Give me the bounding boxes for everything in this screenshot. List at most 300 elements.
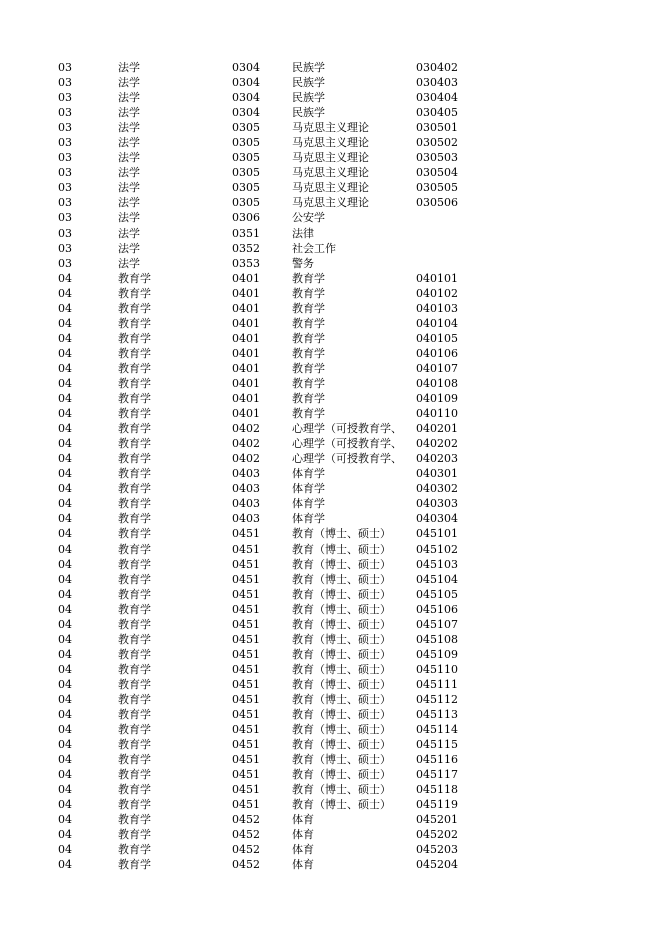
- discipline-code-cell: 0401: [232, 271, 260, 285]
- subject-code-cell: 045104: [416, 572, 458, 586]
- category-code-cell: 04: [58, 361, 72, 375]
- subject-code-cell: 045118: [416, 783, 458, 797]
- discipline-code-cell: 0351: [232, 226, 260, 240]
- category-code-cell: 03: [58, 226, 72, 240]
- discipline-name-cell: 教育（博士、硕士）: [292, 798, 391, 812]
- table-row: [0, 75, 662, 90]
- category-name-cell: 教育学: [118, 301, 151, 315]
- table-row: [0, 617, 662, 632]
- discipline-name-cell: 教育学: [292, 346, 325, 360]
- category-name-cell: 教育学: [118, 346, 151, 360]
- table-row: [0, 105, 662, 120]
- category-code-cell: 04: [58, 768, 72, 782]
- subject-code-cell: 040302: [416, 482, 458, 496]
- discipline-name-cell: 马克思主义理论: [292, 121, 369, 135]
- discipline-code-cell: 0452: [232, 828, 260, 842]
- category-code-cell: 03: [58, 241, 72, 255]
- discipline-name-cell: 教育（博士、硕士）: [292, 662, 391, 676]
- category-name-cell: 教育学: [118, 587, 151, 601]
- category-name-cell: 法学: [118, 211, 140, 225]
- category-name-cell: 教育学: [118, 798, 151, 812]
- category-name-cell: 教育学: [118, 602, 151, 616]
- discipline-code-cell: 0451: [232, 783, 260, 797]
- category-code-cell: 03: [58, 121, 72, 135]
- discipline-name-cell: 教育（博士、硕士）: [292, 557, 391, 571]
- category-name-cell: 教育学: [118, 527, 151, 541]
- category-code-cell: 04: [58, 708, 72, 722]
- table-row: [0, 301, 662, 316]
- category-name-cell: 教育学: [118, 452, 151, 466]
- table-row: [0, 90, 662, 105]
- category-name-cell: 教育学: [118, 692, 151, 706]
- subject-code-cell: 040102: [416, 286, 458, 300]
- discipline-code-cell: 0402: [232, 452, 260, 466]
- spreadsheet-table: [0, 60, 662, 873]
- discipline-name-cell: 体育学: [292, 512, 325, 526]
- category-code-cell: 04: [58, 723, 72, 737]
- discipline-code-cell: 0403: [232, 482, 260, 496]
- discipline-code-cell: 0451: [232, 768, 260, 782]
- category-code-cell: 04: [58, 843, 72, 857]
- discipline-name-cell: 社会工作: [292, 241, 336, 255]
- category-code-cell: 04: [58, 331, 72, 345]
- category-name-cell: 教育学: [118, 422, 151, 436]
- discipline-name-cell: 教育学: [292, 286, 325, 300]
- category-name-cell: 法学: [118, 61, 140, 74]
- category-name-cell: 教育学: [118, 708, 151, 722]
- category-name-cell: 教育学: [118, 482, 151, 496]
- subject-code-cell: 040202: [416, 437, 458, 451]
- discipline-code-cell: 0401: [232, 346, 260, 360]
- table-row: [0, 165, 662, 180]
- table-row: [0, 767, 662, 782]
- category-code-cell: 03: [58, 61, 72, 74]
- subject-code-cell: 030405: [416, 106, 458, 120]
- category-name-cell: 法学: [118, 151, 140, 165]
- table-row: [0, 346, 662, 361]
- category-name-cell: 教育学: [118, 723, 151, 737]
- discipline-code-cell: 0403: [232, 497, 260, 511]
- discipline-name-cell: 教育学: [292, 361, 325, 375]
- table-row: [0, 135, 662, 150]
- discipline-name-cell: 马克思主义理论: [292, 166, 369, 180]
- subject-code-cell: 030503: [416, 151, 458, 165]
- subject-code-cell: 045106: [416, 602, 458, 616]
- subject-code-cell: 040304: [416, 512, 458, 526]
- discipline-code-cell: 0451: [232, 587, 260, 601]
- category-name-cell: 法学: [118, 181, 140, 195]
- discipline-code-cell: 0403: [232, 512, 260, 526]
- category-code-cell: 04: [58, 346, 72, 360]
- subject-code-cell: 030404: [416, 91, 458, 105]
- category-code-cell: 04: [58, 437, 72, 451]
- subject-code-cell: 045204: [416, 858, 458, 872]
- subject-code-cell: 045108: [416, 632, 458, 646]
- subject-code-cell: 040301: [416, 467, 458, 481]
- table-row: [0, 241, 662, 256]
- subject-code-cell: 045201: [416, 813, 458, 827]
- discipline-code-cell: 0305: [232, 181, 260, 195]
- discipline-name-cell: 民族学: [292, 91, 325, 105]
- discipline-name-cell: 民族学: [292, 61, 325, 74]
- discipline-code-cell: 0304: [232, 106, 260, 120]
- subject-code-cell: 045111: [416, 677, 458, 691]
- table-row: [0, 842, 662, 857]
- discipline-name-cell: 体育: [292, 843, 314, 857]
- category-code-cell: 03: [58, 106, 72, 120]
- discipline-code-cell: 0401: [232, 286, 260, 300]
- category-name-cell: 教育学: [118, 768, 151, 782]
- discipline-name-cell: 教育（博士、硕士）: [292, 692, 391, 706]
- table-row: [0, 677, 662, 692]
- subject-code-cell: 040110: [416, 407, 458, 421]
- subject-code-cell: 045202: [416, 828, 458, 842]
- discipline-name-cell: 心理学（可授教育学、: [292, 452, 402, 466]
- table-row: [0, 421, 662, 436]
- category-code-cell: 04: [58, 392, 72, 406]
- category-code-cell: 03: [58, 211, 72, 225]
- table-row: [0, 542, 662, 557]
- table-row: [0, 180, 662, 195]
- category-name-cell: 法学: [118, 166, 140, 180]
- discipline-code-cell: 0451: [232, 723, 260, 737]
- discipline-code-cell: 0451: [232, 572, 260, 586]
- subject-code-cell: 030505: [416, 181, 458, 195]
- subject-code-cell: 040201: [416, 422, 458, 436]
- subject-code-cell: 030502: [416, 136, 458, 150]
- discipline-name-cell: 体育学: [292, 482, 325, 496]
- table-row: [0, 812, 662, 827]
- category-code-cell: 03: [58, 151, 72, 165]
- discipline-name-cell: 教育（博士、硕士）: [292, 738, 391, 752]
- category-code-cell: 04: [58, 572, 72, 586]
- discipline-name-cell: 教育学: [292, 271, 325, 285]
- discipline-name-cell: 教育（博士、硕士）: [292, 527, 391, 541]
- category-name-cell: 法学: [118, 106, 140, 120]
- subject-code-cell: 030506: [416, 196, 458, 210]
- discipline-name-cell: 教育（博士、硕士）: [292, 783, 391, 797]
- category-code-cell: 04: [58, 692, 72, 706]
- subject-code-cell: 040101: [416, 271, 458, 285]
- subject-code-cell: 040107: [416, 361, 458, 375]
- discipline-code-cell: 0402: [232, 422, 260, 436]
- category-name-cell: 教育学: [118, 828, 151, 842]
- table-row: [0, 827, 662, 842]
- discipline-code-cell: 0306: [232, 211, 260, 225]
- discipline-code-cell: 0451: [232, 798, 260, 812]
- subject-code-cell: 045117: [416, 768, 458, 782]
- discipline-name-cell: 民族学: [292, 106, 325, 120]
- discipline-code-cell: 0402: [232, 437, 260, 451]
- category-code-cell: 04: [58, 467, 72, 481]
- subject-code-cell: 040106: [416, 346, 458, 360]
- discipline-name-cell: 教育学: [292, 407, 325, 421]
- discipline-code-cell: 0452: [232, 843, 260, 857]
- discipline-name-cell: 教育学: [292, 316, 325, 330]
- category-name-cell: 教育学: [118, 437, 151, 451]
- table-row: [0, 481, 662, 496]
- category-code-cell: 04: [58, 783, 72, 797]
- discipline-name-cell: 教育学: [292, 301, 325, 315]
- category-code-cell: 03: [58, 196, 72, 210]
- category-name-cell: 教育学: [118, 316, 151, 330]
- discipline-name-cell: 体育: [292, 813, 314, 827]
- discipline-name-cell: 体育学: [292, 467, 325, 481]
- category-code-cell: 04: [58, 286, 72, 300]
- category-code-cell: 04: [58, 422, 72, 436]
- discipline-code-cell: 0451: [232, 738, 260, 752]
- discipline-name-cell: 体育: [292, 828, 314, 842]
- category-name-cell: 教育学: [118, 557, 151, 571]
- category-name-cell: 教育学: [118, 662, 151, 676]
- discipline-code-cell: 0452: [232, 858, 260, 872]
- discipline-code-cell: 0401: [232, 316, 260, 330]
- discipline-code-cell: 0451: [232, 692, 260, 706]
- discipline-code-cell: 0451: [232, 557, 260, 571]
- category-code-cell: 04: [58, 662, 72, 676]
- discipline-name-cell: 教育学: [292, 331, 325, 345]
- category-code-cell: 03: [58, 91, 72, 105]
- table-row: [0, 707, 662, 722]
- category-code-cell: 04: [58, 497, 72, 511]
- table-row: [0, 466, 662, 481]
- discipline-name-cell: 教育（博士、硕士）: [292, 723, 391, 737]
- category-name-cell: 法学: [118, 256, 140, 270]
- table-row: [0, 557, 662, 572]
- category-code-cell: 04: [58, 542, 72, 556]
- discipline-code-cell: 0353: [232, 256, 260, 270]
- table-row: [0, 797, 662, 812]
- subject-code-cell: 045113: [416, 708, 458, 722]
- subject-code-cell: 045107: [416, 617, 458, 631]
- category-name-cell: 法学: [118, 196, 140, 210]
- category-name-cell: 法学: [118, 76, 140, 90]
- discipline-code-cell: 0451: [232, 647, 260, 661]
- subject-code-cell: 030504: [416, 166, 458, 180]
- discipline-code-cell: 0305: [232, 121, 260, 135]
- category-code-cell: 04: [58, 677, 72, 691]
- discipline-code-cell: 0451: [232, 542, 260, 556]
- discipline-name-cell: 教育（博士、硕士）: [292, 768, 391, 782]
- category-code-cell: 04: [58, 828, 72, 842]
- category-code-cell: 04: [58, 858, 72, 872]
- table-row: [0, 782, 662, 797]
- discipline-code-cell: 0451: [232, 753, 260, 767]
- discipline-name-cell: 教育（博士、硕士）: [292, 708, 391, 722]
- category-code-cell: 04: [58, 798, 72, 812]
- category-name-cell: 教育学: [118, 647, 151, 661]
- subject-code-cell: 040303: [416, 497, 458, 511]
- table-row: [0, 451, 662, 466]
- discipline-code-cell: 0452: [232, 813, 260, 827]
- discipline-name-cell: 警务: [292, 256, 314, 270]
- table-row: [0, 256, 662, 271]
- subject-code-cell: 040105: [416, 331, 458, 345]
- category-code-cell: 04: [58, 647, 72, 661]
- discipline-code-cell: 0451: [232, 708, 260, 722]
- category-name-cell: 教育学: [118, 843, 151, 857]
- discipline-name-cell: 教育（博士、硕士）: [292, 572, 391, 586]
- table-row: [0, 286, 662, 301]
- category-name-cell: 教育学: [118, 361, 151, 375]
- subject-code-cell: 045119: [416, 798, 458, 812]
- category-name-cell: 教育学: [118, 632, 151, 646]
- discipline-name-cell: 教育学: [292, 376, 325, 390]
- table-row: [0, 436, 662, 451]
- discipline-code-cell: 0401: [232, 407, 260, 421]
- category-name-cell: 教育学: [118, 753, 151, 767]
- category-code-cell: 04: [58, 617, 72, 631]
- category-name-cell: 法学: [118, 91, 140, 105]
- discipline-name-cell: 民族学: [292, 76, 325, 90]
- category-name-cell: 教育学: [118, 331, 151, 345]
- subject-code-cell: 045103: [416, 557, 458, 571]
- table-row: [0, 210, 662, 225]
- subject-code-cell: 045114: [416, 723, 458, 737]
- category-name-cell: 法学: [118, 136, 140, 150]
- discipline-code-cell: 0451: [232, 527, 260, 541]
- category-code-cell: 04: [58, 271, 72, 285]
- discipline-name-cell: 马克思主义理论: [292, 136, 369, 150]
- table-row: [0, 857, 662, 872]
- category-name-cell: 法学: [118, 226, 140, 240]
- subject-code-cell: 030402: [416, 61, 458, 74]
- category-code-cell: 04: [58, 316, 72, 330]
- category-code-cell: 04: [58, 632, 72, 646]
- table-row: [0, 391, 662, 406]
- discipline-name-cell: 教育（博士、硕士）: [292, 753, 391, 767]
- table-row: [0, 150, 662, 165]
- discipline-name-cell: 教育（博士、硕士）: [292, 677, 391, 691]
- subject-code-cell: 045112: [416, 692, 458, 706]
- subject-code-cell: 045115: [416, 738, 458, 752]
- table-row: [0, 647, 662, 662]
- subject-code-cell: 045102: [416, 542, 458, 556]
- category-name-cell: 教育学: [118, 677, 151, 691]
- discipline-name-cell: 马克思主义理论: [292, 151, 369, 165]
- table-row: [0, 722, 662, 737]
- category-name-cell: 教育学: [118, 407, 151, 421]
- table-row: [0, 195, 662, 210]
- subject-code-cell: 030403: [416, 76, 458, 90]
- table-row: [0, 361, 662, 376]
- discipline-name-cell: 马克思主义理论: [292, 181, 369, 195]
- subject-code-cell: 040203: [416, 452, 458, 466]
- category-name-cell: 教育学: [118, 542, 151, 556]
- category-name-cell: 教育学: [118, 783, 151, 797]
- discipline-name-cell: 教育（博士、硕士）: [292, 647, 391, 661]
- table-row: [0, 60, 662, 75]
- discipline-name-cell: 教育（博士、硕士）: [292, 542, 391, 556]
- category-name-cell: 教育学: [118, 572, 151, 586]
- subject-code-cell: 040108: [416, 376, 458, 390]
- table-row: [0, 120, 662, 135]
- table-row: [0, 331, 662, 346]
- table-row: [0, 526, 662, 541]
- discipline-code-cell: 0304: [232, 91, 260, 105]
- discipline-code-cell: 0305: [232, 151, 260, 165]
- category-name-cell: 教育学: [118, 617, 151, 631]
- discipline-name-cell: 教育（博士、硕士）: [292, 587, 391, 601]
- category-name-cell: 法学: [118, 241, 140, 255]
- subject-code-cell: 045109: [416, 647, 458, 661]
- category-code-cell: 04: [58, 376, 72, 390]
- table-row: [0, 572, 662, 587]
- category-code-cell: 04: [58, 482, 72, 496]
- discipline-code-cell: 0305: [232, 166, 260, 180]
- category-code-cell: 04: [58, 452, 72, 466]
- subject-code-cell: 045105: [416, 587, 458, 601]
- category-name-cell: 法学: [118, 121, 140, 135]
- discipline-code-cell: 0403: [232, 467, 260, 481]
- discipline-name-cell: 体育: [292, 858, 314, 872]
- discipline-code-cell: 0401: [232, 376, 260, 390]
- table-row: [0, 602, 662, 617]
- category-name-cell: 教育学: [118, 467, 151, 481]
- subject-code-cell: 030501: [416, 121, 458, 135]
- table-row: [0, 406, 662, 421]
- table-row: [0, 662, 662, 677]
- category-code-cell: 03: [58, 256, 72, 270]
- discipline-code-cell: 0401: [232, 301, 260, 315]
- subject-code-cell: 045110: [416, 662, 458, 676]
- category-name-cell: 教育学: [118, 286, 151, 300]
- discipline-name-cell: 体育学: [292, 497, 325, 511]
- discipline-code-cell: 0304: [232, 61, 260, 74]
- subject-code-cell: 045101: [416, 527, 458, 541]
- discipline-name-cell: 心理学（可授教育学、: [292, 422, 402, 436]
- category-code-cell: 04: [58, 602, 72, 616]
- discipline-code-cell: 0451: [232, 632, 260, 646]
- category-name-cell: 教育学: [118, 376, 151, 390]
- category-code-cell: 04: [58, 407, 72, 421]
- category-code-cell: 04: [58, 557, 72, 571]
- category-name-cell: 教育学: [118, 813, 151, 827]
- category-name-cell: 教育学: [118, 271, 151, 285]
- discipline-name-cell: 马克思主义理论: [292, 196, 369, 210]
- category-code-cell: 04: [58, 587, 72, 601]
- table-row: [0, 752, 662, 767]
- table-row: [0, 316, 662, 331]
- subject-code-cell: 040104: [416, 316, 458, 330]
- category-code-cell: 04: [58, 301, 72, 315]
- category-name-cell: 教育学: [118, 392, 151, 406]
- subject-code-cell: 045203: [416, 843, 458, 857]
- category-code-cell: 04: [58, 753, 72, 767]
- category-name-cell: 教育学: [118, 738, 151, 752]
- table-row: [0, 511, 662, 526]
- table-row: [0, 737, 662, 752]
- discipline-code-cell: 0451: [232, 662, 260, 676]
- category-code-cell: 03: [58, 181, 72, 195]
- discipline-name-cell: 心理学（可授教育学、: [292, 437, 402, 451]
- table-row: [0, 376, 662, 391]
- category-name-cell: 教育学: [118, 858, 151, 872]
- category-code-cell: 04: [58, 738, 72, 752]
- table-row: [0, 632, 662, 647]
- table-row: [0, 587, 662, 602]
- discipline-name-cell: 教育（博士、硕士）: [292, 602, 391, 616]
- table-row: [0, 271, 662, 286]
- discipline-name-cell: 教育学: [292, 392, 325, 406]
- discipline-code-cell: 0401: [232, 392, 260, 406]
- category-code-cell: 04: [58, 527, 72, 541]
- discipline-code-cell: 0305: [232, 196, 260, 210]
- discipline-code-cell: 0305: [232, 136, 260, 150]
- discipline-name-cell: 教育（博士、硕士）: [292, 617, 391, 631]
- discipline-code-cell: 0352: [232, 241, 260, 255]
- table-row: [0, 226, 662, 241]
